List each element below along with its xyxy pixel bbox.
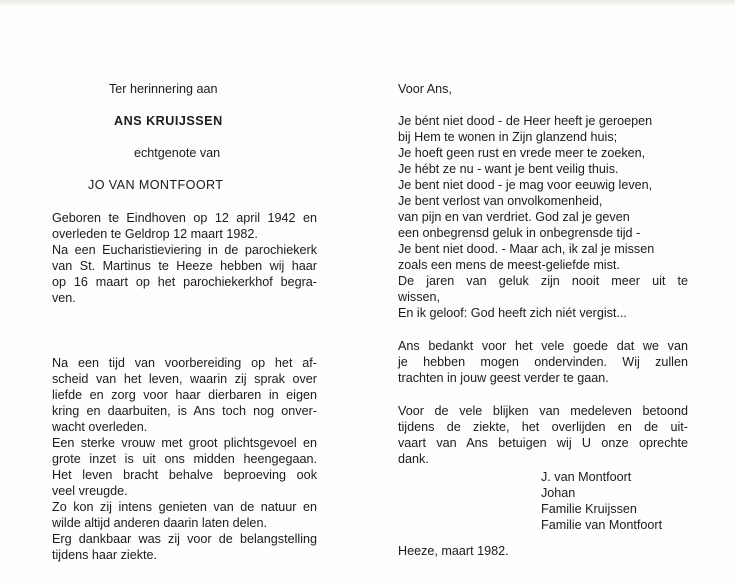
paragraph-line: je hebben mogen ondervinden. Wij zullen	[398, 355, 688, 369]
paragraph-line: kring en daarbuiten, is Ans toch nog onver-	[52, 404, 317, 418]
paragraph-line: veel vreugde.	[52, 484, 128, 498]
poem-line: Je hébt ze nu - want je bent veilig thuis.	[398, 162, 619, 176]
paragraph-line: Ans bedankt voor het vele goede dat we van	[398, 339, 688, 353]
signatory: J. van Montfoort	[541, 470, 632, 484]
paragraph-line: vaart van Ans betuigen wij U onze oprechte	[398, 436, 688, 450]
paragraph-line: Voor de vele blijken van medeleven betoond	[398, 404, 688, 418]
poem-line: bij Hem te wonen in Zijn glanzend huis;	[398, 130, 618, 144]
poem-line: wissen,	[398, 290, 440, 304]
poem-line: Je hoeft geen rust en vrede meer te zoeken,	[398, 146, 646, 160]
paragraph-line: tijdens de ziekte, het overlijden en de uit-	[398, 420, 688, 434]
poem-line: zoals een mens de meest-geliefde mist.	[398, 258, 620, 272]
paragraph-line: wacht overleden.	[52, 420, 148, 434]
paragraph-line: liefde en zorg voor haar dierbaren in eigen	[52, 388, 317, 402]
poem-line: van pijn en van verdriet. God zal je geven	[398, 210, 630, 224]
signatory: Familie Kruijssen	[541, 502, 637, 516]
paragraph-line: ven.	[52, 291, 76, 305]
paragraph-line: Zo kon zij intens genieten van de natuur en	[52, 500, 317, 514]
poem-line: een onbegrensd geluk in onbegrensde tijd -	[398, 226, 641, 240]
signatory: Familie van Montfoort	[541, 518, 663, 532]
paragraph-line: van St. Martinus te Heeze hebben wij haar	[52, 259, 317, 273]
poem-line: En ik geloof: God heeft zich niét vergist...	[398, 306, 627, 320]
scan-edge-shadow	[0, 0, 735, 6]
in-memory-heading: Ter herinnering aan	[109, 82, 218, 96]
place-and-date: Heeze, maart 1982.	[398, 544, 509, 558]
paragraph-line: Het leven bracht behalve beproeving ook	[52, 468, 317, 482]
spouse-of-label: echtgenote van	[134, 146, 221, 160]
paragraph-line: Erg dankbaar was zij voor de belangstelling	[52, 532, 317, 546]
paragraph-line: Een sterke vrouw met groot plichtsgevoel en	[52, 436, 317, 450]
poem-line: Je bent verlost van onvolkomenheid,	[398, 194, 603, 208]
deceased-name: ANS KRUIJSSEN	[114, 114, 223, 128]
paragraph-line: overleden te Geldrop 12 maart 1982.	[52, 227, 258, 241]
paragraph-line: trachten in jouw geest verder te gaan.	[398, 371, 609, 385]
poem-line: De jaren van geluk zijn nooit meer uit te	[398, 274, 688, 288]
poem-line: Je bent niet dood - je mag voor eeuwig leven,	[398, 178, 653, 192]
paragraph-line: tijdens haar ziekte.	[52, 548, 158, 562]
paragraph-line: Na een tijd van voorbereiding op het af-	[52, 356, 317, 370]
paragraph-line: Na een Eucharistieviering in de parochiekerk	[52, 243, 317, 257]
paragraph-line: op 16 maart op het parochiekerkhof begra-	[52, 275, 317, 289]
paragraph-line: dank.	[398, 452, 429, 466]
signatory: Johan	[541, 486, 576, 500]
poem-line: Je bent niet dood. - Maar ach, ik zal je missen	[398, 242, 655, 256]
salutation: Voor Ans,	[398, 82, 452, 96]
paragraph-line: Geboren te Eindhoven op 12 april 1942 en	[52, 211, 317, 225]
poem-line: Je bént niet dood - de Heer heeft je geroepen	[398, 114, 653, 128]
paragraph-line: scheid van het leven, waarin zij sprak over	[52, 372, 317, 386]
paragraph-line: grote inzet is uit ons midden heengegaan.	[52, 452, 317, 466]
spouse-name: JO VAN MONTFOORT	[88, 178, 224, 192]
paragraph-line: wilde altijd anderen daarin laten delen.	[52, 516, 267, 530]
